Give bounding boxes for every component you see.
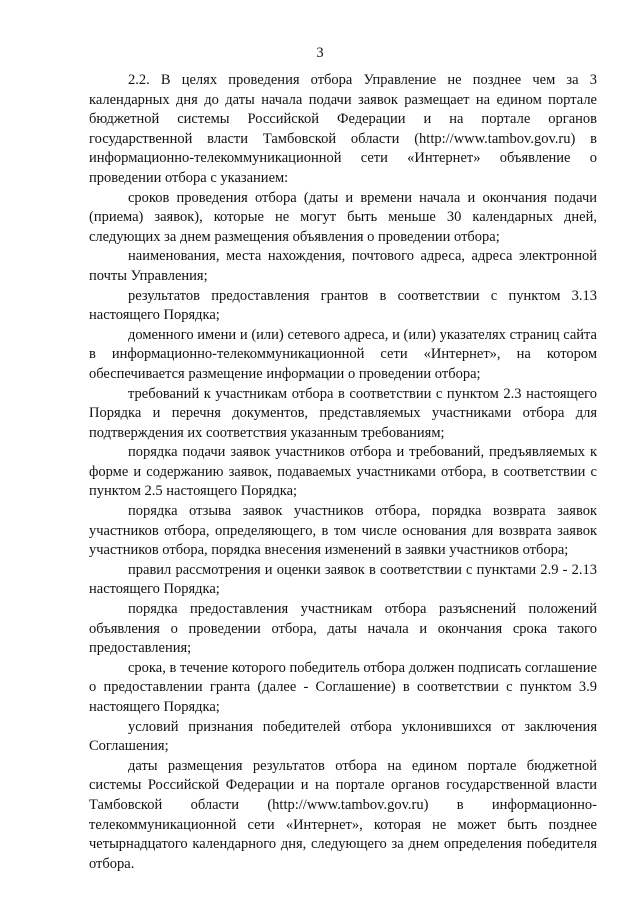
paragraph-agreement-deadline: срока, в течение которого победитель отбора должен подписать соглашение о предоставлении гранта (далее - Соглашение) в соответствии с пунктом 3.9 настоящего Порядка; [89, 659, 597, 715]
paragraph-application-withdrawal: порядка отзыва заявок участников отбора, порядка возврата заявок участников отбора, определяющего, в том числе основания для возврата заявок участников отбора, порядка внесения изменений в заявки участников отбора; [89, 503, 597, 559]
paragraph-2-2-intro: 2.2. В целях проведения отбора Управление не позднее чем за 3 календарных дня до даты начала подачи заявок размещает на едином портале бюджетной системы Российской Федерации и на портале органов государственной власти Тамбовской области (http://www.tambov.gov.ru) в информационно-телекоммуникационной сети «Интернет» объявление о проведении отбора с указанием: [89, 72, 597, 186]
paragraph-application-procedure: порядка подачи заявок участников отбора и требований, предъявляемых к форме и содержанию заявок, подаваемых участниками отбора, в соответствии с пунктом 2.5 настоящего Порядка; [89, 444, 597, 500]
paragraph-results-publication: даты размещения результатов отбора на едином портале бюджетной системы Российской Федерации и на портале органов государственной власти Тамбовской области (http://www.tambov.gov.ru) в информационно-телекоммуникационной сети «Интернет», которая не может быть позднее четырнадцатого календарного дня, следующего за днем определения победителя отбора. [89, 757, 597, 872]
paragraph-grant-results: результатов предоставления грантов в соответствии с пунктом 3.13 настоящего Порядка; [89, 287, 597, 324]
paragraph-clarifications: порядка предоставления участникам отбора разъяснений положений объявления о проведении отбора, даты начала и окончания срока такого предоставления; [89, 601, 597, 657]
paragraph-evasion-conditions: условий признания победителей отбора уклонившихся от заключения Соглашения; [89, 718, 597, 755]
paragraph-domain-name: доменного имени и (или) сетевого адреса, и (или) указателях страниц сайта в информационно-телекоммуникационной сети «Интернет», на котором обеспечивается размещение информации о проведении отбора; [89, 326, 597, 382]
document-body [89, 71, 597, 874]
paragraph-deadlines: сроков проведения отбора (даты и времени начала и окончания подачи (приема) заявок), которые не могут быть меньше 30 календарных дней, следующих за днем размещения объявления о проведении отбора; [89, 189, 597, 245]
page-number: 3 [316, 45, 324, 61]
paragraph-evaluation-rules: правил рассмотрения и оценки заявок в соответствии с пунктами 2.9 - 2.13 настоящего Порядка; [89, 561, 597, 598]
paragraph-department-contacts: наименования, места нахождения, почтового адреса, адреса электронной почты Управления; [89, 248, 597, 284]
paragraph-participant-requirements: требований к участникам отбора в соответствии с пунктом 2.3 настоящего Порядка и перечня документов, представляемых участниками отбора для подтверждения их соответствия указанным требованиям; [89, 385, 597, 441]
